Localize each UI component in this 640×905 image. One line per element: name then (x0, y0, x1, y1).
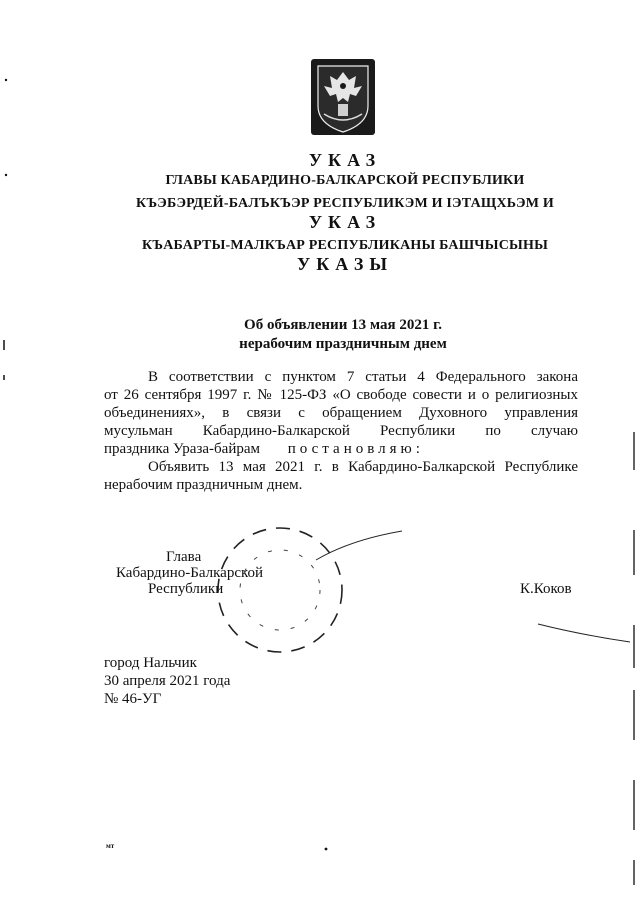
body-line: объединениях», в связи с обращением Духовного управления (104, 405, 578, 421)
footer-initials: мт (106, 842, 115, 850)
header-ukaz-kbd: УКАЗ (308, 212, 382, 232)
body-line: мусульман Кабардино-Балкарской Республики по случаю (104, 423, 578, 439)
subject-line-1: Об объявлении 13 мая 2021 г. (244, 317, 442, 333)
header-ukaz-ru: УКАЗ (308, 150, 382, 170)
coat-of-arms-icon (310, 58, 376, 136)
footer-city: город Нальчик (104, 655, 197, 671)
header-line-ru: ГЛАВЫ КАБАРДИНО-БАЛКАРСКОЙ РЕСПУБЛИКИ (165, 173, 525, 188)
signature-name: К.Коков (520, 581, 572, 597)
header-line-kbd: КЪЭБЭРДЕЙ-БАЛЪКЪЭР РЕСПУБЛИКЭМ И ІЭТАЩХЬЭМ И (136, 196, 554, 211)
body-line: В соответствии с пунктом 7 статьи 4 Федерального закона (148, 369, 578, 385)
body-line (104, 440, 578, 458)
signature-title-1: Глава (166, 549, 202, 565)
signature-title-2: Кабардино-Балкарской (116, 565, 264, 581)
footer-number: № 46-УГ (104, 691, 162, 707)
body-text: праздника Ураза-байрам (104, 441, 260, 457)
official-seal (200, 515, 360, 665)
body-line: нерабочим праздничным днем. (104, 477, 303, 493)
header-line-krc: КЪАБАРТЫ-МАЛКЪАР РЕСПУБЛИКАНЫ БАШЧЫСЫНЫ (141, 238, 549, 253)
signature-title-3: Республики (148, 581, 224, 597)
body-line: Объявить 13 мая 2021 г. в Кабардино-Балкарской Республике (148, 459, 578, 475)
header-ukaz-krc: УКАЗЫ (297, 254, 393, 274)
footer-date: 30 апреля 2021 года (104, 673, 231, 689)
decree-keyword: постановляю: (287, 441, 424, 457)
body-line: от 26 сентября 1997 г. № 125-ФЗ «О свободе совести и о религиозных (104, 387, 578, 403)
subject-line-2: нерабочим праздничным днем (239, 336, 447, 352)
